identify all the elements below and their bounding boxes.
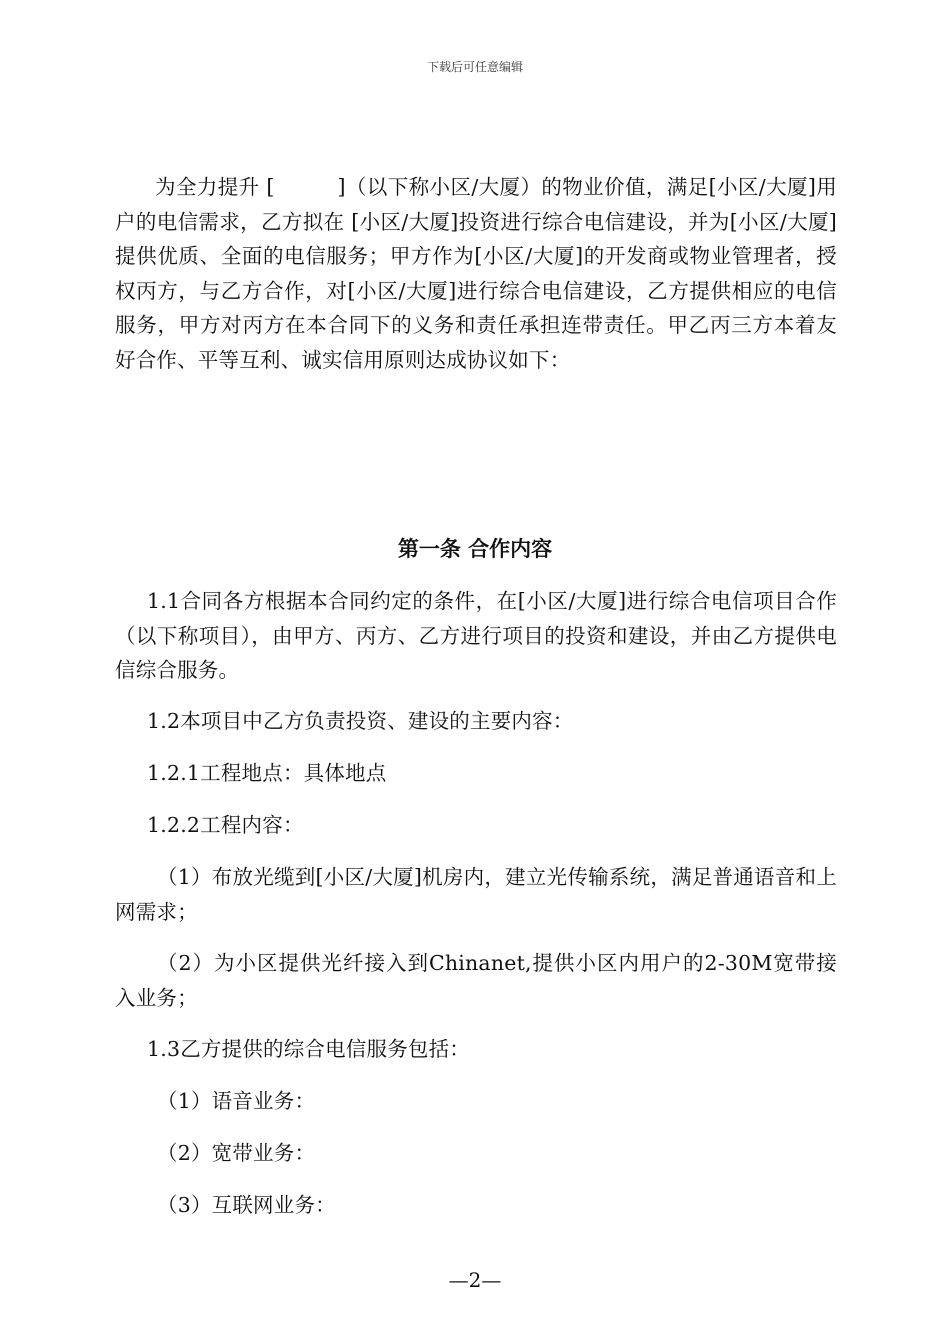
- clause-1-3: [115, 1032, 837, 1067]
- work-item-1-text: （1）布放光缆到[小区/大厦]机房内，建立光传输系统，满足普通语音和上网需求；: [115, 865, 837, 924]
- clause-1-2: [115, 704, 837, 739]
- clause-1-2-2-text: 1.2.2工程内容：: [147, 813, 304, 837]
- service-item-2-text: （2）宽带业务：: [157, 1141, 316, 1165]
- work-item-2: [115, 946, 837, 1015]
- clause-1-2-1: [115, 756, 837, 791]
- service-item-3: [115, 1188, 837, 1223]
- page-number: —2—: [448, 1268, 502, 1292]
- clause-1-3-text: 1.3乙方提供的综合电信服务包括：: [147, 1037, 471, 1061]
- clause-1-2-2: [115, 808, 837, 843]
- service-item-1-text: （1）语音业务：: [157, 1089, 316, 1113]
- intro-block: [115, 170, 837, 377]
- service-item-1: [115, 1084, 837, 1119]
- clause-1-2-text: 1.2本项目中乙方负责投资、建设的主要内容：: [147, 709, 574, 733]
- clause-1-2-1-text: 1.2.1工程地点：具体地点: [147, 761, 387, 785]
- clause-1-1-text: 1.1合同各方根据本合同约定的条件，在[小区/大厦]进行综合电信项目合作（以下称项目），由甲方、丙方、乙方进行项目的投资和建设，并由乙方提供电信综合服务。: [115, 589, 837, 682]
- intro-paragraph: 为全力提升 [ ]（以下称小区/大厦）的物业价值，满足[小区/大厦]用户的电信需求，乙方拟在 [小区/大厦]投资进行综合电信建设，并为[小区/大厦]提供优质、全面的电信服务；甲方作为[小区/大厦]的开发商或物业管理者，授权丙方，与乙方合作，对[小区/大厦]进行综合电信建设，乙方提供相应的电信服务，甲方对丙方在本合同下的义务和责任承担连带责任。甲乙丙三方本着友好合作、平等互利、诚实信用原则达成协议如下：: [115, 175, 837, 372]
- service-item-2: [115, 1136, 837, 1171]
- work-item-2-text: （2）为小区提供光纤接入到Chinanet,提供小区内用户的2-30M宽带接入业务；: [115, 951, 837, 1010]
- work-item-1: [115, 860, 837, 929]
- clause-1-1: [115, 584, 837, 688]
- page-header-note: 下载后可任意编辑: [426, 60, 523, 74]
- service-item-3-text: （3）互联网业务：: [157, 1193, 336, 1217]
- section-title: 第一条 合作内容: [397, 536, 553, 561]
